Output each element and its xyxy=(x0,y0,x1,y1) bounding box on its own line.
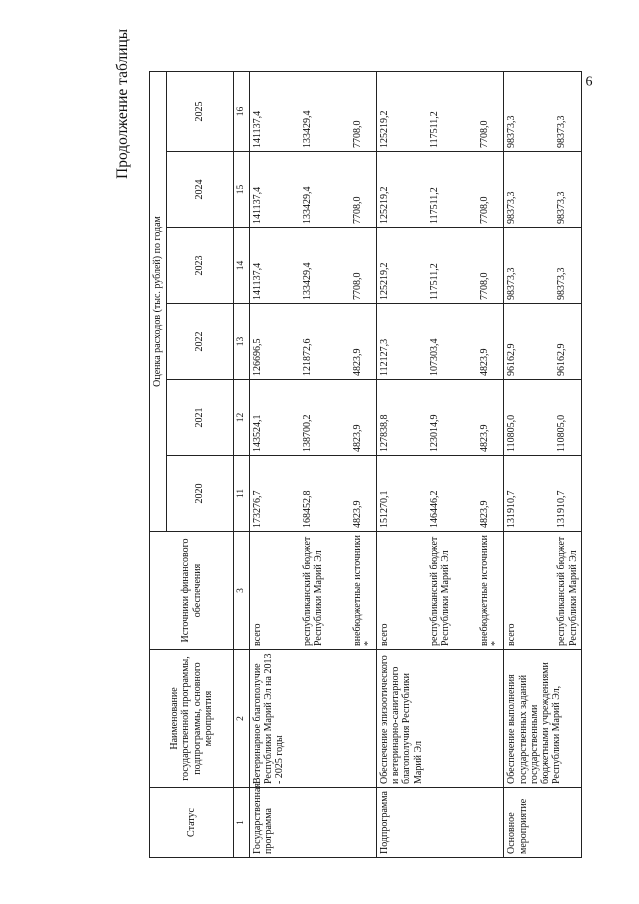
value: 133429,4 xyxy=(301,262,313,300)
value: 125219,2 xyxy=(379,262,390,300)
value: 117511,2 xyxy=(429,187,440,224)
header-year: 2021 xyxy=(167,380,234,456)
value: 125219,2 xyxy=(379,110,390,148)
column-number-row xyxy=(234,71,250,857)
row-name: Обеспечение выполнения государственных заданий государственными бюджетными учреждениями Республики Марий Эл, xyxy=(504,650,581,788)
value: 7708,0 xyxy=(479,196,490,224)
value: 123014,9 xyxy=(429,414,440,452)
value: 107303,4 xyxy=(429,338,440,376)
header-year: 2025 xyxy=(167,71,234,151)
header-year: 2020 xyxy=(167,456,234,532)
value: 7708,0 xyxy=(479,120,490,148)
row-name: Ветеринарное благополучие Республики Марий Эл на 2013 - 2025 годы xyxy=(249,650,376,788)
column-number: 15 xyxy=(234,152,250,228)
year-cell xyxy=(249,456,376,532)
value: 4823,9 xyxy=(351,500,363,528)
source-label: всего xyxy=(379,623,390,646)
value: 141137,4 xyxy=(251,262,263,300)
year-cell xyxy=(504,380,581,456)
source-label: всего xyxy=(506,623,518,646)
row-sources xyxy=(377,532,504,650)
value: 4823,9 xyxy=(479,348,490,376)
value: 138700,2 xyxy=(301,414,313,452)
year-cell xyxy=(377,152,504,228)
value: 125219,2 xyxy=(379,186,390,224)
year-cell xyxy=(377,304,504,380)
header-year: 2022 xyxy=(167,304,234,380)
source-label: республиканский бюджет Республики Марий Эл xyxy=(301,536,324,646)
value: 117511,2 xyxy=(429,111,440,148)
header-year: 2023 xyxy=(167,228,234,304)
value: 131910,7 xyxy=(556,490,568,528)
value: 7708,0 xyxy=(351,196,363,224)
source-label: республиканский бюджет Республики Марий Эл xyxy=(556,536,579,646)
value: 146446,2 xyxy=(429,490,440,528)
year-cell xyxy=(377,228,504,304)
value: 121872,6 xyxy=(301,338,313,376)
year-cell xyxy=(249,228,376,304)
table-row xyxy=(504,71,581,857)
table-row xyxy=(249,71,376,857)
year-cell xyxy=(504,304,581,380)
source-label: внебюджетные источники * xyxy=(479,535,502,646)
value: 141137,4 xyxy=(251,186,263,224)
year-cell xyxy=(249,380,376,456)
value: 7708,0 xyxy=(351,120,363,148)
value: 96162,9 xyxy=(556,343,568,376)
value: 131910,7 xyxy=(506,490,518,528)
budget-table xyxy=(149,71,582,858)
value: 143524,1 xyxy=(251,414,263,452)
value: 133429,4 xyxy=(301,186,313,224)
year-cell xyxy=(377,71,504,151)
value: 110805,0 xyxy=(556,414,568,452)
page-number: 6 xyxy=(585,74,593,90)
row-status: Государственная программа xyxy=(249,788,376,858)
column-number: 14 xyxy=(234,228,250,304)
source-label: республиканский бюджет Республики Марий Эл xyxy=(429,536,452,646)
value: 98373,3 xyxy=(506,191,518,224)
year-cell xyxy=(504,456,581,532)
year-cell xyxy=(249,71,376,151)
value: 141137,4 xyxy=(251,110,263,148)
value: 133429,4 xyxy=(301,110,313,148)
value: 98373,3 xyxy=(506,267,518,300)
value: 117511,2 xyxy=(429,263,440,300)
row-name: Обеспечение эпизоотического и ветеринарно-санитарного благополучия Республики Марий Эл xyxy=(377,650,504,788)
value: 126696,5 xyxy=(251,338,263,376)
value: 110805,0 xyxy=(506,414,518,452)
header-row xyxy=(150,71,167,857)
column-number: 3 xyxy=(234,532,250,650)
value: 7708,0 xyxy=(351,272,363,300)
column-number: 12 xyxy=(234,380,250,456)
header-estimate-group: Оценка расходов (тыс. рублей) по годам xyxy=(150,71,167,531)
column-number: 2 xyxy=(234,650,250,788)
value: 151270,1 xyxy=(379,490,390,528)
year-cell xyxy=(377,380,504,456)
year-cell xyxy=(504,228,581,304)
year-cell xyxy=(249,152,376,228)
source-label: внебюджетные источники * xyxy=(351,535,374,646)
column-number: 1 xyxy=(234,788,250,858)
value: 98373,3 xyxy=(556,191,568,224)
value: 168452,8 xyxy=(301,490,313,528)
header-name: Наименование государственной программы, подпрограммы, основного мероприятия xyxy=(150,650,234,788)
value: 173276,7 xyxy=(251,490,263,528)
column-number: 11 xyxy=(234,456,250,532)
continuation-label: Продолжение таблицы xyxy=(114,28,131,179)
value: 96162,9 xyxy=(506,343,518,376)
year-cell xyxy=(504,71,581,151)
column-number: 16 xyxy=(234,71,250,151)
value: 127838,8 xyxy=(379,414,390,452)
header-status: Статус xyxy=(150,788,234,858)
year-cell xyxy=(249,304,376,380)
year-cell xyxy=(377,456,504,532)
column-number: 13 xyxy=(234,304,250,380)
row-status: Подпрограмма xyxy=(377,788,504,858)
value: 4823,9 xyxy=(351,348,363,376)
source-label: всего xyxy=(251,623,263,646)
header-year: 2024 xyxy=(167,152,234,228)
value: 98373,3 xyxy=(556,267,568,300)
row-status: Основное мероприятие xyxy=(504,788,581,858)
value: 7708,0 xyxy=(479,272,490,300)
value: 4823,9 xyxy=(479,424,490,452)
value: 4823,9 xyxy=(351,424,363,452)
value: 112127,3 xyxy=(379,338,390,376)
row-sources xyxy=(249,532,376,650)
year-cell xyxy=(504,152,581,228)
header-sources: Источники финансового обеспечения xyxy=(150,532,234,650)
value: 4823,9 xyxy=(479,500,490,528)
value: 98373,3 xyxy=(506,115,518,148)
row-sources xyxy=(504,532,581,650)
value: 98373,3 xyxy=(556,115,568,148)
table-row xyxy=(377,71,504,857)
